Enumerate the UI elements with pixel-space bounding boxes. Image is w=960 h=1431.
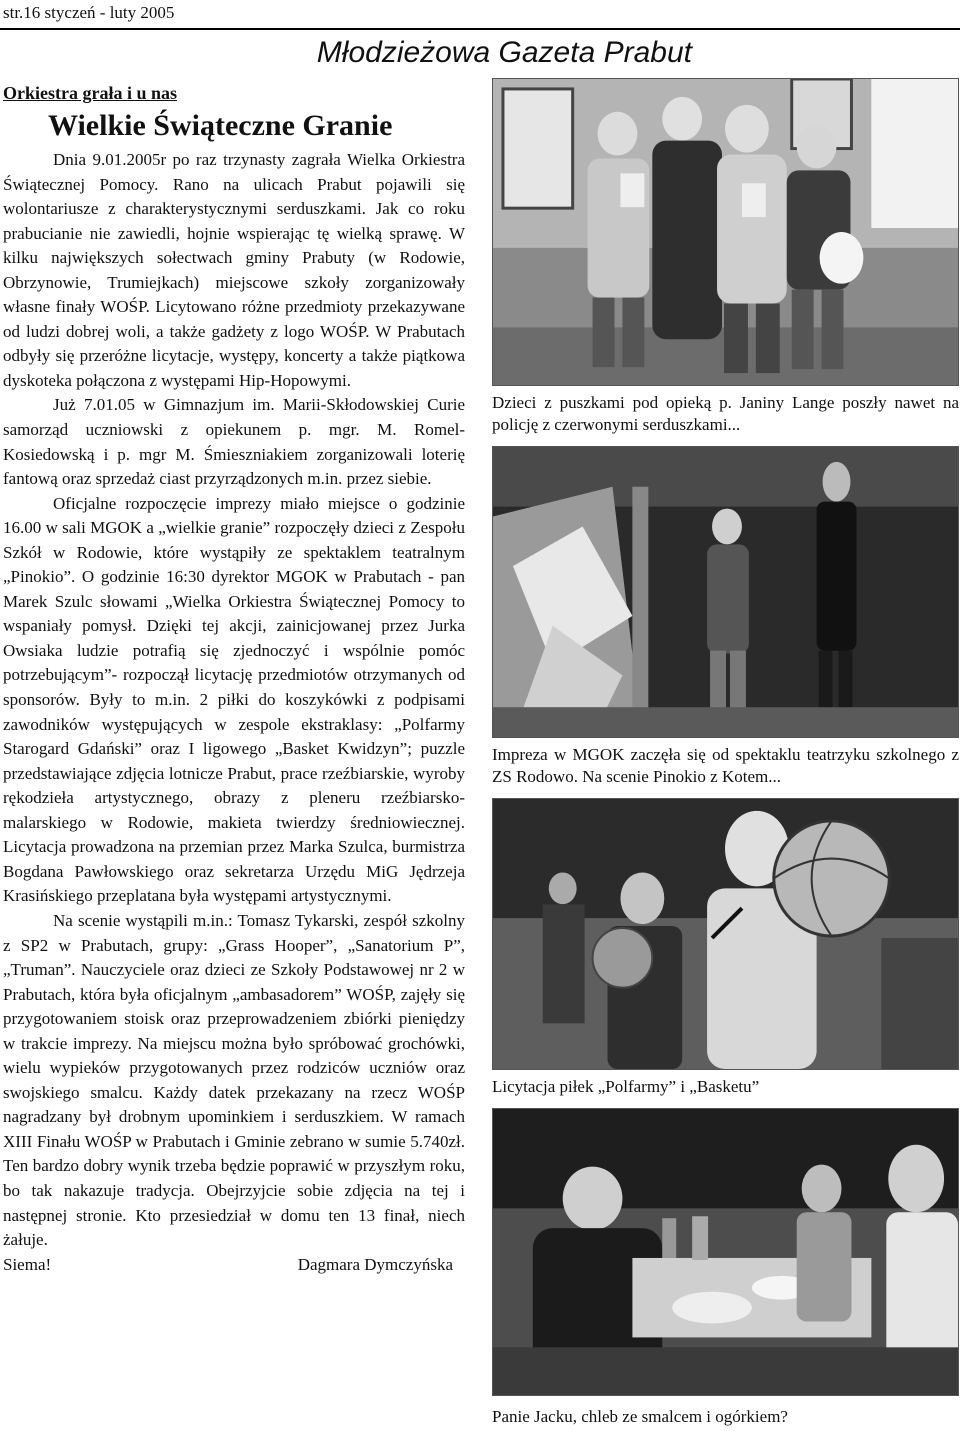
- article-paragraph: Już 7.01.05 w Gimnazjum im. Marii-Skłodowskiej Curie samorząd uczniowski z opiekunem p. mgr. M. Romel- Kosiedowską i p. mgr M. Śmieszniakiem zorganizowali loterię fantową oraz sprzedaż ciast przyrządzonych m.in. przez siebie.: [3, 395, 465, 489]
- photo-stage-pinokio: [492, 446, 959, 738]
- caption-stage-pinokio: Impreza w MGOK zaczęła się od spektaklu teatrzyku szkolnego z ZS Rodowo. Na scenie Pinokio z Kotem...: [492, 745, 959, 786]
- photo-basketball-auction: [492, 798, 959, 1070]
- photo-children-collectors: [492, 78, 959, 386]
- caption-basketball-auction: Licytacja piłek „Polfarmy” i „Basketu”: [492, 1077, 760, 1096]
- article-paragraph: Na scenie wystąpili m.in.: Tomasz Tykarski, zespół szkolny z SP2 w Prabutach, grupy: „Grass Hooper”, „Sanatorium P”, „Truman”. Nauczyciele oraz dzieci ze Szkoły Podstawowej nr 2 w Prabutach, która była oficjalnym „ambasadorem” WOŚP, zajęły się przygotowaniem stoisk oraz przeprowadzeniem zbiórki pieniędzy w trakcie imprezy. Na miejscu można było spróbować grochówki, wielu wypieków przygotowanych przez rodziców uczniów oraz swojskiego smalcu. Każdy datek przekazany na rzecz WOŚP nagradzany był drobnym upominkiem i serduszkiem. W ramach XIII Finału WOŚP w Prabutach i Gminie zebrano w sumie 5.740zł. Ten bardzo dobry wynik trzeba będzie poprawić w przyszłym roku, bo tak nakazuje tradycja. Obejrzyjcie sobie zdjęcia na tej i następnej stronie. Kto przesiedział w domu ten 13 finał, niech żałuje.: [3, 910, 465, 1250]
- caption-food-stand: Panie Jacku, chleb ze smalcem i ogórkiem?: [492, 1407, 788, 1426]
- author-name: Dagmara Dymczyńska: [297, 1254, 453, 1274]
- masthead-rule: [0, 28, 960, 30]
- article-kicker: Orkiestra grała i u nas: [3, 83, 177, 103]
- masthead: [0, 28, 960, 72]
- page-number: str.16 styczeń - luty 2005: [3, 3, 175, 22]
- signature-line: [3, 1253, 465, 1278]
- article-body: [3, 148, 465, 1277]
- photo-food-stand: [492, 1108, 959, 1396]
- article-paragraph: Oficjalne rozpoczęcie imprezy miało miejsce o godzinie 16.00 w sali MGOK a „wielkie granie” rozpoczęły dzieci z Zespołu Szkół w Rodowie, które wystąpiły ze spektaklem teatralnym „Pinokio”. O godzinie 16:30 dyrektor MGOK w Prabutach - pan Marek Szulc słowami „Wielka Orkiestra Świątecznej Pomocy to wspaniały pomysł. Dzięki tej akcji, zainicjowanej przez Jurka Owsiaka ludzie potrafią się zjednoczyć i wspólnie pomóc potrzebującym”- rozpoczął licytację przedmiotów otrzymanych od sponsorów. Były to m.in. 2 piłki do koszykówki z podpisami zawodników występujących w zespole ekstraklasy: „Polfarmy Starogard Gdański” oraz I ligowego „Basket Kwidzyn”; puzzle przedstawiające zdjęcia lotnicze Prabut, prace rzeźbiarskie, wyroby rękodzieła artystycznego, obrazy z pleneru rzeźbiarsko-malarskiego w Rodowie, makieta twierdzy średniowiecznej. Licytacja prowadzona na przemian przez Marka Szulca, burmistrza Bogdana Pawłowskiego oraz sekretarza Urzędu MiG Jędrzeja Krasińskiego przeplatana była występami artystycznymi.: [3, 493, 465, 906]
- caption-children-collectors: Dzieci z puszkami pod opieką p. Janiny Lange poszły nawet na policję z czerwonymi serduszkami...: [492, 393, 959, 434]
- article-headline: Wielkie Świąteczne Granie: [48, 109, 393, 142]
- article-paragraph: Dnia 9.01.2005r po raz trzynasty zagrała Wielka Orkiestra Świątecznej Pomocy. Rano na ulicach Prabut pojawili się wolontariusze z charakterystycznymi serduszkami. Jak co roku prabucianie nie zawiedli, hojnie wspierając tę wielką sprawę. W kilku największych sołectwach gminy Prabuty (w Rodowie, Obrzynowie, Trumiejkach) miejscowe szkoły zorganizowały własne finały WOŚP. Licytowano różne przedmioty przekazywane od ludzi dobrej woli, a także gadżety z logo WOŚP. W Prabutach odbyły się przeróżne licytacje, występy, koncerty a także piątkowa dyskoteka połączona z występami Hip-Hopowymi.: [3, 150, 465, 390]
- newspaper-title: Młodzieżowa Gazeta Prabut: [316, 36, 692, 69]
- closing-text: Siema!: [3, 1254, 52, 1274]
